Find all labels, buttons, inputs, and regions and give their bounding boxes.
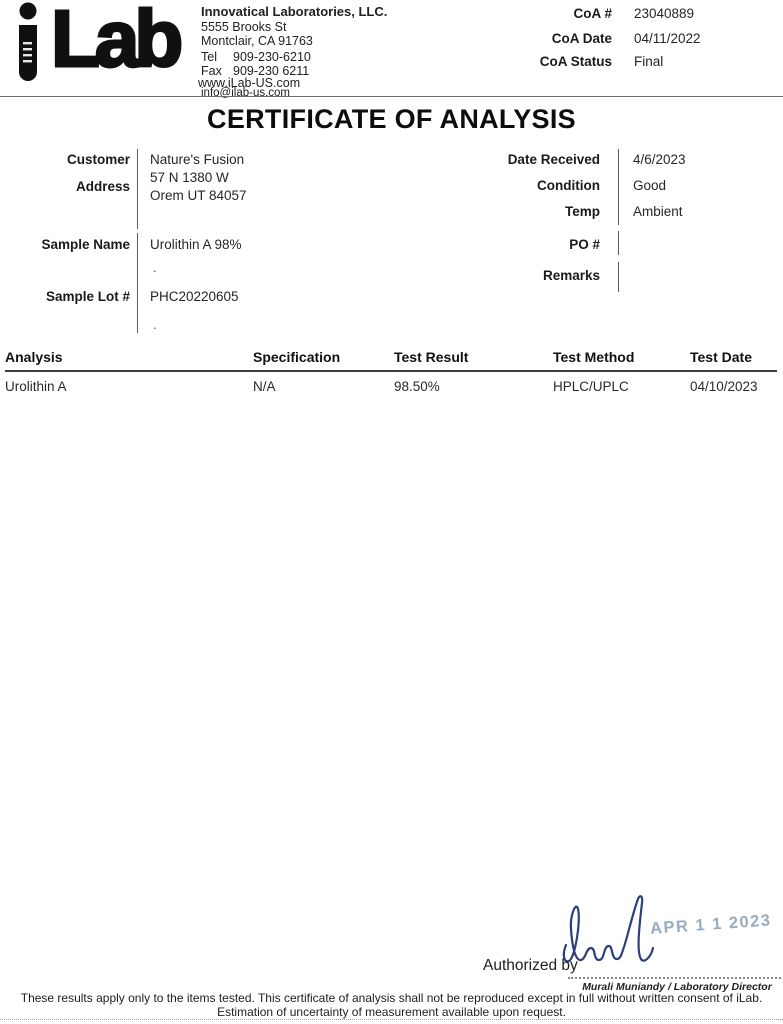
sample-lot-value: PHC20220605	[150, 289, 239, 304]
customer-address2-value: Orem UT 84057	[150, 188, 247, 203]
column-header-analysis: Analysis	[5, 349, 63, 365]
stray-dot-2: .	[153, 317, 157, 332]
left-divider-bottom	[137, 233, 138, 333]
table-row	[5, 379, 777, 394]
column-header-test-result: Test Result	[394, 349, 469, 365]
header-divider	[0, 96, 783, 97]
sample-name-value: Urolithin A 98%	[150, 237, 242, 252]
customer-label: Customer	[66, 152, 130, 167]
cell-test-result: 98.50%	[394, 379, 440, 394]
date-received-label: Date Received	[507, 152, 600, 167]
right-divider-remarks	[618, 262, 619, 292]
authorized-by-label: Authorized by	[483, 957, 578, 974]
remarks-label: Remarks	[542, 268, 600, 283]
customer-address1-value: 57 N 1380 W	[150, 170, 229, 185]
footer-disclaimer-line1: These results apply only to the items tested. This certificate of analysis shall not be reproduced except in full without written consent of iLab.	[20, 991, 763, 1005]
cell-test-date: 04/10/2023	[690, 379, 758, 394]
stray-dot-1: .	[153, 260, 157, 275]
temp-value: Ambient	[633, 204, 683, 219]
company-email: info@ilab-us.com	[201, 87, 291, 99]
company-address-line2: Montclair, CA 91763	[201, 34, 313, 48]
company-name: Innovatical Laboratories, LLC.	[201, 4, 388, 19]
footer-disclaimer-line2: Estimation of uncertainty of measurement available upon request.	[217, 1005, 566, 1019]
left-divider-top	[137, 149, 138, 229]
company-website: www.iLab-US.com	[198, 76, 301, 90]
coa-date-label: CoA Date	[551, 31, 612, 46]
company-tel	[201, 50, 311, 64]
po-label: PO #	[569, 237, 600, 252]
right-divider-po	[618, 231, 619, 255]
signer-name-title: Murali Muniandy / Laboratory Director	[582, 981, 772, 993]
right-divider-top	[618, 149, 619, 225]
coa-date-row	[520, 31, 701, 46]
condition-label: Condition	[537, 178, 600, 193]
date-stamp: APR 1 1 2023	[649, 911, 773, 938]
condition-value: Good	[633, 178, 667, 193]
coa-number-label: CoA #	[573, 6, 612, 21]
address-label: Address	[75, 179, 130, 194]
table-header-divider	[5, 370, 777, 372]
analysis-table-header-row	[5, 349, 777, 365]
company-address-line1: 5555 Brooks St	[201, 20, 287, 34]
page-title: CERTIFICATE OF ANALYSIS	[207, 104, 576, 134]
ilab-logo	[14, 2, 178, 90]
signature-line	[568, 977, 781, 979]
tel-label: Tel	[201, 50, 217, 64]
date-received-value: 4/6/2023	[633, 152, 686, 167]
coa-date-value: 04/11/2022	[634, 31, 701, 46]
footer-divider	[0, 1019, 783, 1020]
sample-lot-label: Sample Lot #	[45, 289, 130, 304]
test-tube-icon	[14, 2, 48, 90]
coa-number-row	[520, 6, 694, 21]
customer-name-value: Nature's Fusion	[150, 152, 245, 167]
sample-name-label: Sample Name	[41, 237, 130, 252]
analysis-table	[5, 349, 777, 394]
logo-wordmark: Lab	[51, 0, 179, 83]
cell-test-method: HPLC/UPLC	[553, 379, 629, 394]
coa-number-value: 23040889	[634, 6, 695, 21]
fax-label: Fax	[201, 64, 222, 78]
column-header-test-date: Test Date	[690, 349, 752, 365]
coa-status-label: CoA Status	[539, 54, 612, 69]
coa-status-value: Final	[634, 54, 664, 69]
temp-label: Temp	[564, 204, 600, 219]
cell-specification: N/A	[253, 379, 276, 394]
cell-analysis: Urolithin A	[5, 379, 67, 394]
coa-status-row	[520, 54, 663, 69]
fax-number: 909-230 6211	[233, 64, 310, 78]
tel-number: 909-230-6210	[233, 50, 311, 64]
column-header-specification: Specification	[253, 349, 341, 365]
column-header-test-method: Test Method	[553, 349, 635, 365]
